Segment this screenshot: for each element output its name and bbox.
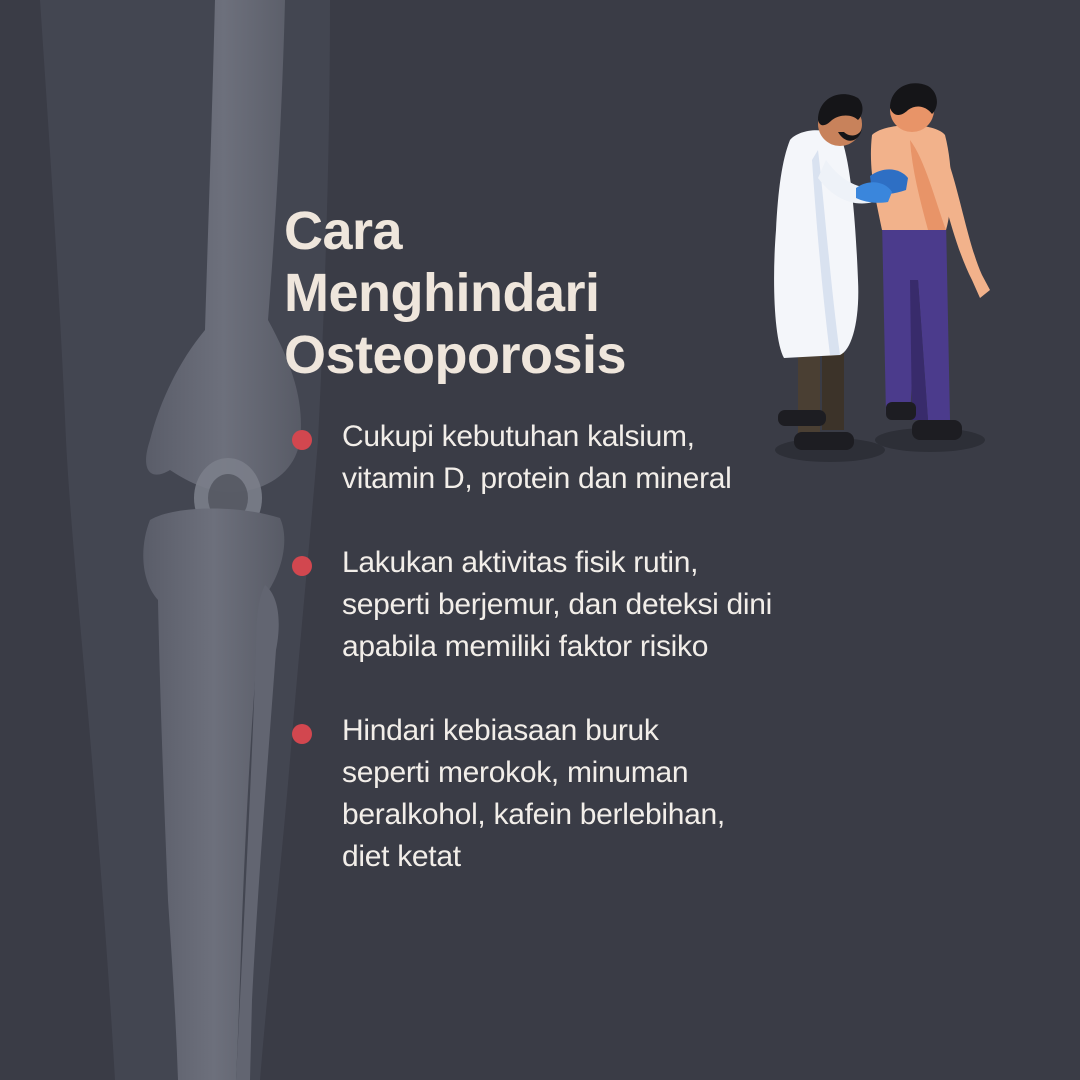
list-item (292, 542, 812, 668)
list-item (292, 710, 812, 878)
bullet-dot-icon (292, 724, 312, 744)
list-item-text: Cukupi kebutuhan kalsium, vitamin D, protein dan mineral (342, 420, 732, 495)
list-item (292, 416, 812, 500)
bullet-dot-icon (292, 556, 312, 576)
page-title (284, 200, 626, 386)
title-line-3: Osteoporosis (284, 325, 627, 385)
list-item-text: Lakukan aktivitas fisik rutin, seperti berjemur, dan deteksi dini apabila memiliki faktor risiko (342, 546, 773, 663)
title-line-2: Menghindari (284, 263, 600, 323)
bullet-dot-icon (292, 430, 312, 450)
list-item-text: Hindari kebiasaan buruk seperti merokok, minuman beralkohol, kafein berlebihan, diet ketat (342, 714, 725, 873)
title-line-1: Cara (284, 201, 403, 261)
doctor-patient-illustration (760, 80, 1000, 470)
tips-list (292, 416, 812, 878)
